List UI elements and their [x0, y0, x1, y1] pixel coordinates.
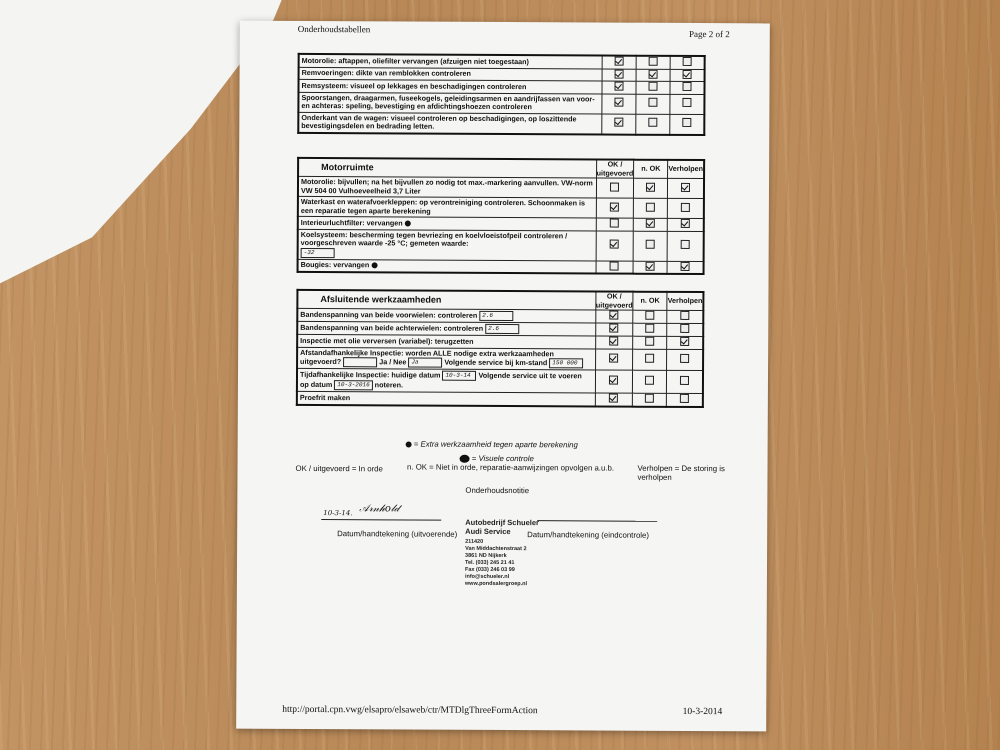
row-text: Remsysteem: visueel op lekkages en beschadigingen controleren [298, 79, 602, 93]
row-text: Inspectie met olie verversen (variabel): terugzetten [297, 334, 595, 348]
row-text: Bougies: vervangen [298, 259, 596, 274]
checkbox[interactable] [645, 354, 654, 363]
bullet-icon [371, 262, 377, 268]
check-cell [667, 310, 703, 323]
section-title: Motorruimte [298, 158, 596, 178]
value-input[interactable]: -32 [301, 247, 335, 257]
checkbox[interactable] [680, 376, 689, 385]
col-verholpen: Verholpen [668, 160, 704, 179]
check-cell [670, 114, 705, 135]
check-cell [602, 81, 636, 94]
value-input[interactable]: 2.6 [485, 324, 519, 334]
check-cell [670, 81, 705, 94]
checkbox[interactable] [610, 202, 619, 211]
checkbox[interactable] [646, 261, 655, 270]
row-text: Waterkast en waterafvoerkleppen: op verontreiniging controleren. Schoonmaken is een reparatie tegen aparte berekening [298, 196, 596, 218]
check-cell [634, 198, 668, 218]
checkbox[interactable] [610, 311, 619, 320]
check-cell [633, 231, 667, 261]
checkbox[interactable] [646, 202, 655, 211]
legend-nok: n. OK = Niet in orde, reparatie-aanwijzingen opvolgen a.u.b. [407, 462, 615, 473]
checkbox[interactable] [649, 57, 658, 66]
checkbox[interactable] [683, 57, 692, 66]
checkbox[interactable] [614, 118, 623, 127]
checkbox[interactable] [681, 240, 690, 249]
checkbox[interactable] [645, 337, 654, 346]
bullet-icon [405, 220, 411, 226]
check-cell [670, 56, 705, 69]
check-cell [636, 56, 670, 69]
table-row [298, 196, 704, 218]
check-cell [636, 114, 670, 135]
check-cell [667, 323, 703, 336]
col-nok: n. OK [634, 160, 668, 179]
col-ok: OK / uitgevoerd [596, 159, 634, 178]
value-input[interactable]: 150 000 [549, 358, 583, 368]
checkbox[interactable] [609, 376, 618, 385]
dealer-stamp: Autobedrijf Schueler Audi Service 211420 Van Middachtenstraat 2 3861 ND Nijkerk Tel. (033) 245 21 41 Fax (033) 246 03 99 info@schueler.nl www.pondsalergroep.nl [464, 517, 540, 588]
checkbox[interactable] [681, 183, 690, 192]
row-text: Onderkant van de wagen: visueel controleren op beschadigingen, op loszittende bevestigingsdelen en bedrading letten. [298, 112, 602, 134]
checkbox[interactable] [680, 311, 689, 320]
row-text: Interieurluchtfilter: vervangen [298, 216, 596, 230]
checkbox[interactable] [683, 69, 692, 78]
checkbox[interactable] [610, 337, 619, 346]
section-underbody [297, 53, 705, 136]
checkbox[interactable] [645, 324, 654, 333]
sign-label-left: Datum/handtekening (uitvoerende) [337, 529, 458, 539]
row-text: Proefrit maken [297, 391, 595, 406]
table-row [298, 92, 704, 114]
table-row [297, 391, 703, 406]
value-input[interactable]: 10-3-2016 [334, 380, 372, 390]
checkbox[interactable] [646, 240, 655, 249]
checkbox[interactable] [649, 69, 658, 78]
legend-visual: = Visuele controle [460, 454, 534, 463]
checkbox[interactable] [645, 376, 654, 385]
check-cell [636, 94, 670, 114]
check-cell [667, 393, 703, 406]
row-text: Bandenspanning van beide voorwielen: controleren 2.6 [297, 308, 595, 323]
check-cell [667, 261, 703, 274]
checkbox[interactable] [648, 98, 657, 107]
notitie-label: Onderhoudsnotitie [465, 485, 530, 496]
checkbox[interactable] [610, 324, 619, 333]
checkbox[interactable] [648, 82, 657, 91]
col-ok: OK / uitgevoerd [595, 291, 633, 310]
checkbox[interactable] [681, 219, 690, 228]
check-cell [602, 114, 636, 135]
checkbox[interactable] [614, 82, 623, 91]
row-text: Motorolie: bijvullen; na het bijvullen zo nodig tot max.-markering aanvullen. VW-norm VW 504 00 Vulhoeveelheid 3,7 Liter [298, 176, 596, 198]
col-verholpen: Verholpen [667, 292, 703, 311]
check-cell [595, 323, 633, 336]
header-title: Onderhoudstabellen [297, 23, 371, 35]
table-row [298, 259, 704, 274]
signature-line-right [537, 520, 657, 522]
row-text: Bandenspanning van beide achterwielen: controleren 2.6 [297, 321, 595, 336]
checkbox[interactable] [648, 118, 657, 127]
footer-url: http://portal.cpn.vwg/elsapro/elsaweb/ctr/MTDlgThreeFormAction [282, 704, 538, 717]
bullet-icon [406, 441, 412, 447]
page-number: Page 2 of 2 [689, 28, 730, 40]
check-cell [633, 370, 667, 393]
row-text: Motorolie: aftappen, oliefilter vervangen (afzuigen niet toegestaan) [299, 54, 603, 69]
check-cell [668, 178, 704, 198]
table-row [297, 347, 703, 371]
checkbox[interactable] [609, 354, 618, 363]
section-afsluitende [296, 289, 705, 408]
check-cell [633, 310, 667, 323]
value-input[interactable]: 10-3-14 [442, 371, 476, 381]
footer-date: 10-3-2014 [682, 706, 723, 718]
check-cell [634, 218, 668, 231]
table-row [298, 176, 704, 198]
section-motorruimte [297, 157, 706, 275]
checkbox[interactable] [680, 324, 689, 333]
checkbox[interactable] [681, 203, 690, 212]
sign-label-right: Datum/handtekening (eindcontrole) [527, 530, 649, 540]
check-cell [633, 323, 667, 336]
checkbox[interactable] [615, 57, 624, 66]
value-input[interactable] [343, 357, 377, 367]
check-cell [595, 310, 633, 323]
section-title: Afsluitende werkzaamheden [297, 290, 595, 310]
col-nok: n. OK [633, 292, 667, 311]
check-cell [596, 230, 634, 260]
handwritten-date: 10-3-14. [323, 509, 353, 518]
checkbox[interactable] [646, 219, 655, 228]
check-cell [595, 393, 633, 406]
check-cell [633, 393, 667, 406]
check-cell [633, 261, 667, 274]
checkbox[interactable] [680, 337, 689, 346]
table-row [298, 112, 704, 135]
check-cell [667, 231, 703, 261]
check-cell [602, 94, 636, 114]
check-cell [667, 370, 703, 393]
check-cell [667, 336, 703, 349]
checkbox[interactable] [610, 182, 619, 191]
checkbox[interactable] [610, 261, 619, 270]
check-cell [595, 348, 633, 370]
checkbox[interactable] [645, 394, 654, 403]
legend-extra: = Extra werkzaamheid tegen aparte berekening [406, 439, 578, 449]
check-cell [633, 336, 667, 349]
row-text: Remvoeringen: dikte van remblokken controleren [299, 67, 603, 81]
check-cell [633, 349, 667, 371]
row-text: Tijdafhankelijke Inspectie: huidige datum 10-3-14 Volgende service uit te voeren op datum 10-3-2016 noteren. [297, 368, 595, 393]
handwritten-signature: 𝒜𝓇𝓃𝒽𝑜𝓁𝒹 [359, 503, 400, 515]
check-cell [596, 198, 634, 218]
checkbox[interactable] [609, 394, 618, 403]
checkbox[interactable] [610, 219, 619, 228]
check-cell [636, 69, 670, 82]
check-cell [596, 218, 634, 231]
checkbox[interactable] [680, 354, 689, 363]
checkbox[interactable] [646, 182, 655, 191]
check-cell [636, 81, 670, 94]
check-cell [595, 370, 633, 393]
legend-ok: OK / uitgevoerd = In orde [295, 463, 383, 474]
row-text: Koelsysteem: bescherming tegen bevriezing en koelvloeistofpeil controleren / voorgeschreven waarde -25 °C; gemeten waarde: -32 [298, 229, 596, 261]
check-cell [668, 218, 704, 231]
check-cell [596, 178, 634, 198]
legend-verholpen: Verholpen = De storing is verholpen [637, 463, 725, 482]
check-cell [670, 94, 705, 114]
checkbox[interactable] [682, 82, 691, 91]
checkbox[interactable] [610, 240, 619, 249]
checkbox[interactable] [682, 118, 691, 127]
check-cell [595, 336, 633, 349]
checkbox[interactable] [614, 98, 623, 107]
eye-icon [460, 455, 470, 463]
table-row [297, 368, 703, 393]
check-cell [602, 69, 636, 82]
maintenance-form-page [236, 21, 770, 732]
checkbox[interactable] [681, 261, 690, 270]
check-cell [602, 56, 636, 69]
checkbox[interactable] [615, 69, 624, 78]
checkbox[interactable] [680, 394, 689, 403]
check-cell [667, 349, 703, 371]
value-input[interactable]: 2.6 [479, 311, 513, 321]
check-cell [596, 260, 634, 273]
check-cell [634, 178, 668, 198]
checkbox[interactable] [682, 98, 691, 107]
value-input[interactable]: Ja [408, 358, 442, 368]
signature-line-left [321, 519, 441, 521]
check-cell [668, 198, 704, 218]
checkbox[interactable] [646, 311, 655, 320]
check-cell [670, 69, 705, 82]
table-row [298, 229, 704, 261]
row-text: Afstandafhankelijke Inspectie: worden ALLE nodige extra werkzaamheden uitgevoerd? Ja / Nee Ja Volgende service bij km-stand 150 000 [297, 347, 595, 370]
row-text: Spoorstangen, draagarmen, fuseekogels, geleidingsarmen en aandrijfassen van voor- en achteras: speling, bevestiging en afdichtingshoezen controleren [298, 92, 602, 114]
